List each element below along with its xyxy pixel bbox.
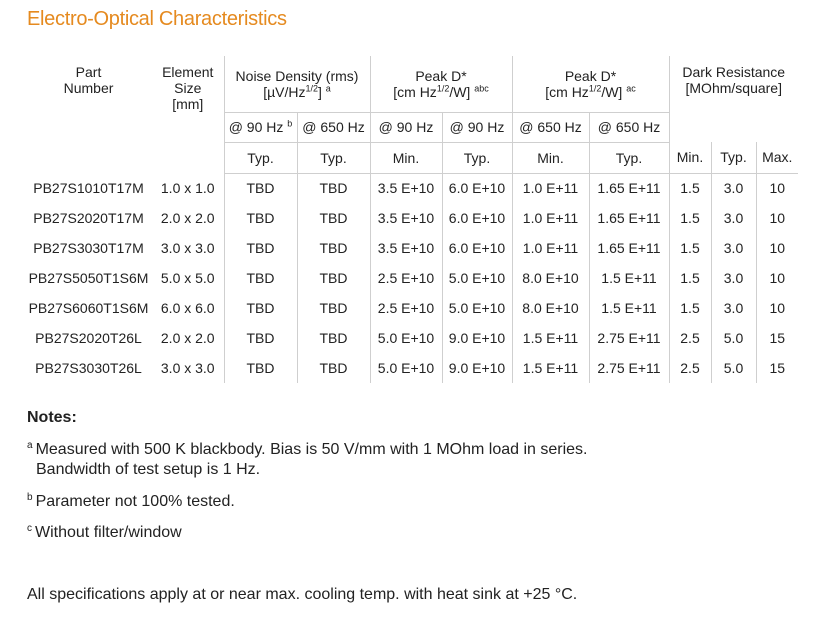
value-cell: TBD (297, 203, 370, 233)
part-number-cell: PB27S3030T17M (33, 240, 144, 256)
value-cell: TBD (224, 233, 297, 263)
value-cell: 2.0 x 2.0 (160, 210, 215, 226)
value-cell: 3.5 E+10 (370, 233, 442, 263)
sub-noise-650hz: @ 650 Hz (297, 112, 370, 142)
value-cell: TBD (224, 323, 297, 353)
value-cell: 6.0 E+10 (442, 173, 512, 203)
value-cell: 1.5 (669, 173, 711, 203)
value-cell: 3.0 (711, 263, 756, 293)
note-a: $^a$ Measured with 500 K blackbody. Bias is 50 V/mm with 1 MOhm load in series. Bandwidth of test setup is 1 Hz. (27, 439, 588, 478)
table-row (25, 263, 798, 293)
sub-peak1-90hz-a: @ 90 Hz (370, 112, 442, 142)
value-cell: 1.5 (669, 263, 711, 293)
value-cell: TBD (224, 263, 297, 293)
stat-label: Typ. (442, 142, 512, 173)
table-row (25, 293, 798, 323)
value-cell: 10 (756, 203, 798, 233)
value-cell: 3.0 (711, 293, 756, 323)
sub-noise-90hz: @ 90 Hz $^b$ (224, 112, 297, 142)
characteristics-table (25, 56, 798, 383)
stat-label: Typ. (224, 142, 297, 173)
value-cell: 9.0 E+10 (442, 323, 512, 353)
value-cell: 2.75 E+11 (589, 353, 669, 383)
value-cell: 1.65 E+11 (589, 173, 669, 203)
header-element-size: Element Size [mm] (152, 56, 224, 173)
value-cell: 3.5 E+10 (370, 173, 442, 203)
value-cell: 10 (756, 233, 798, 263)
part-number-cell: PB27S5050T1S6M (28, 270, 149, 286)
notes-title: Notes: (27, 409, 77, 426)
sub-peak2-650hz-b: @ 650 Hz (589, 112, 669, 142)
value-cell: 1.5 E+11 (589, 293, 669, 323)
value-cell: 6.0 E+10 (442, 203, 512, 233)
stat-label: Typ. (297, 142, 370, 173)
value-cell: 2.5 (669, 353, 711, 383)
stat-label: Max. (756, 142, 798, 173)
value-cell: 8.0 E+10 (512, 293, 589, 323)
value-cell: 1.65 E+11 (589, 233, 669, 263)
value-cell: 6.0 x 6.0 (160, 300, 215, 316)
value-cell: 1.0 E+11 (512, 233, 589, 263)
stat-label: Min. (669, 142, 711, 173)
value-cell: 3.5 E+10 (370, 203, 442, 233)
value-cell: TBD (297, 293, 370, 323)
value-cell: TBD (297, 263, 370, 293)
value-cell: 1.5 (669, 293, 711, 323)
sub-peak1-90hz-b: @ 90 Hz (442, 112, 512, 142)
value-cell: 10 (756, 293, 798, 323)
part-number-cell: PB27S2020T17M (33, 210, 144, 226)
table-row (25, 233, 798, 263)
value-cell: 1.5 E+11 (512, 353, 589, 383)
stat-label: Typ. (711, 142, 756, 173)
header-dark-resistance: Dark Resistance [MOhm/square] (669, 56, 798, 142)
value-cell: 2.0 x 2.0 (160, 330, 215, 346)
part-number-cell: PB27S3030T26L (35, 360, 142, 376)
value-cell: TBD (297, 233, 370, 263)
header-peak-d-90: Peak D* [cm $Hz^{1/2}/W$] $^{abc}$ (370, 56, 512, 112)
value-cell: 1.5 E+11 (589, 263, 669, 293)
value-cell: 2.5 E+10 (370, 263, 442, 293)
table-row (25, 353, 798, 383)
part-number-cell: PB27S1010T17M (33, 180, 144, 196)
sub-peak2-650hz-a: @ 650 Hz (512, 112, 589, 142)
table-body (25, 173, 798, 383)
part-number-cell: PB27S2020T26L (35, 330, 142, 346)
value-cell: 5.0 x 5.0 (160, 270, 215, 286)
value-cell: 1.0 x 1.0 (160, 180, 215, 196)
value-cell: 2.75 E+11 (589, 323, 669, 353)
value-cell: 2.5 (669, 323, 711, 353)
value-cell: 3.0 (711, 173, 756, 203)
table-row (25, 173, 798, 203)
value-cell: 5.0 (711, 323, 756, 353)
value-cell: 1.0 E+11 (512, 173, 589, 203)
value-cell: 5.0 E+10 (442, 263, 512, 293)
stat-label: Min. (512, 142, 589, 173)
value-cell: TBD (224, 293, 297, 323)
table-row (25, 203, 798, 233)
value-cell: 1.65 E+11 (589, 203, 669, 233)
value-cell: 8.0 E+10 (512, 263, 589, 293)
stat-label: Typ. (589, 142, 669, 173)
value-cell: 3.0 x 3.0 (160, 360, 215, 376)
value-cell: 1.5 E+11 (512, 323, 589, 353)
value-cell: 6.0 E+10 (442, 233, 512, 263)
value-cell: TBD (224, 203, 297, 233)
table-row (25, 323, 798, 353)
value-cell: 5.0 E+10 (442, 293, 512, 323)
header-noise-density: Noise Density (rms) $[\mu V/Hz^{1/2}]$ $^a$ (224, 56, 370, 112)
value-cell: TBD (297, 173, 370, 203)
value-cell: 5.0 E+10 (370, 353, 442, 383)
value-cell: 10 (756, 173, 798, 203)
value-cell: 3.0 x 3.0 (160, 240, 215, 256)
value-cell: 9.0 E+10 (442, 353, 512, 383)
value-cell: 1.5 (669, 233, 711, 263)
value-cell: 5.0 (711, 353, 756, 383)
value-cell: TBD (224, 173, 297, 203)
value-cell: 15 (756, 323, 798, 353)
value-cell: 10 (756, 263, 798, 293)
note-c: $^c$ Without filter/window (27, 522, 182, 541)
part-number-cell: PB27S6060T1S6M (28, 300, 149, 316)
section-title: Electro-Optical Characteristics (27, 8, 287, 30)
value-cell: TBD (297, 323, 370, 353)
value-cell: 3.0 (711, 203, 756, 233)
value-cell: 5.0 E+10 (370, 323, 442, 353)
value-cell: 2.5 E+10 (370, 293, 442, 323)
stat-label: Min. (370, 142, 442, 173)
value-cell: 1.5 (669, 203, 711, 233)
value-cell: 1.0 E+11 (512, 203, 589, 233)
note-b: $^b$ Parameter not 100% tested. (27, 491, 235, 510)
footer-note: All specifications apply at or near max. cooling temp. with heat sink at +25 °C. (27, 586, 578, 603)
value-cell: 15 (756, 353, 798, 383)
value-cell: TBD (297, 353, 370, 383)
header-part-number: Part Number (25, 56, 152, 173)
header-peak-d-650: Peak D* [cm $Hz^{1/2}/W$] $^{ac}$ (512, 56, 669, 112)
value-cell: TBD (224, 353, 297, 383)
value-cell: 3.0 (711, 233, 756, 263)
